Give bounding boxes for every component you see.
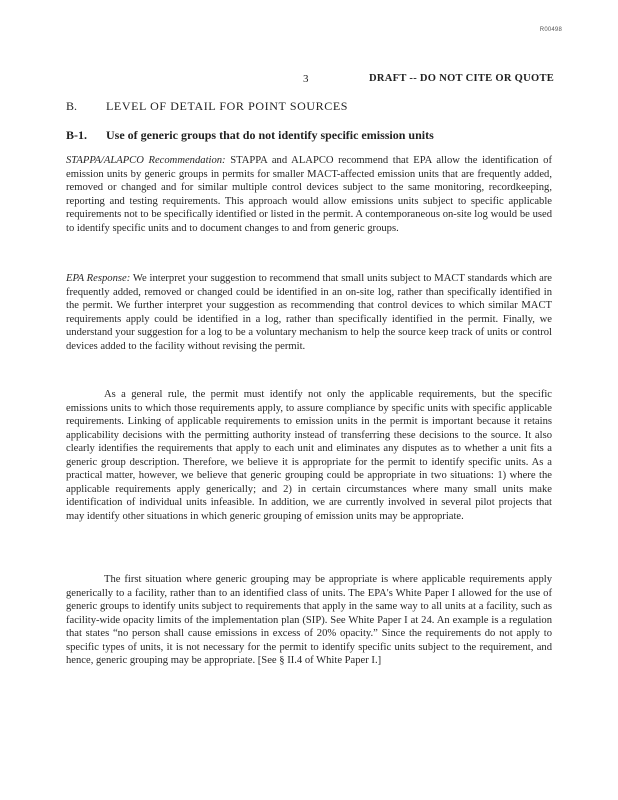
page-number: 3 [303, 73, 309, 85]
subsection-number: B-1. [66, 128, 87, 142]
paragraph-first-situation [66, 573, 552, 668]
section-title: LEVEL OF DETAIL FOR POINT SOURCES [106, 99, 349, 113]
page-id-stamp: R00498 [539, 27, 562, 33]
paragraph-general-rule [66, 388, 552, 523]
section-heading [66, 99, 348, 114]
draft-header: DRAFT -- DO NOT CITE OR QUOTE [369, 73, 555, 84]
paragraph-text: As a general rule, the permit must identify not only the applicable requirements, but the specific emissions units to which those requirements apply, to assure compliance by specific units with specific applicable requirements. Linking of applicable requirements to emission units in the permit is important because it retains applicability decisions with the permitting authority instead of transferring these decisions to the source. It also clearly identifies the requirements that apply to each unit and eliminates any disputes as to whether a unit fits a generic group description. Therefore, we believe it is appropriate for the permit to identify specific units. As a practical matter, however, we believe that generic grouping could be appropriate in two situations: 1) where the applicable requirements apply generically; and 2) in certain circumstances where many small units make identification of individual units infeasible. In addition, we are currently involved in several pilot projects that may identify other situations in which generic grouping of emission units may be appropriate. [66, 389, 552, 522]
subsection-heading [66, 128, 434, 143]
paragraph-lead: EPA Response: [66, 273, 131, 284]
paragraph-text: The first situation where generic grouping may be appropriate is where applicable requirements apply generically to a facility, rather than to an identified class of units. The EPA's White Paper I allowed for the use of generic groups to identify units subject to requirements that apply in the same way to all units at a facility, such as facility-wide opacity limits of the implementation plan (SIP). See White Paper I at 24. An example is a regulation that states “no person shall cause emissions in excess of 20% opacity.” Since the requirements do not apply to specific types of units, it is not necessary for the permit to identify specific units subject to the requirement, and hence, generic grouping may be appropriate. [See § II.4 of White Paper I.] [66, 574, 552, 667]
paragraph-epa-response [66, 272, 552, 353]
section-number: B. [66, 99, 78, 113]
paragraph-text: We interpret your suggestion to recommend that small units subject to MACT standards which are frequently added, removed or changed could be identified in an on-site log, rather than specifically identified in the permit. We further interpret your suggestion as recommending that control devices to which similar MACT requirements apply could be identified in a log, rather than specifically identified in the permit. Finally, we understand your suggestion for a log to be a voluntary mechanism to help the source keep track of units or control devices added to the facility without revising the permit. [66, 273, 552, 352]
paragraph-lead: STAPPA/ALAPCO Recommendation: [66, 155, 226, 166]
paragraph-recommendation [66, 154, 552, 235]
subsection-title: Use of generic groups that do not identify specific emission units [106, 128, 434, 142]
paragraph-text: STAPPA and ALAPCO recommend that EPA allow the identification of emission units by generic groups in permits for smaller MACT-affected emission units that are frequently added, removed or changed and for similar multiple control devices subject to the same monitoring, recordkeeping, reporting and testing requirements. This approach would allow emissions units subject to specific applicable requirements not to be specifically identified or listed in the permit. A contemporaneous on-site log would be used to identify specific units and to document changes to and from generic groups. [66, 155, 552, 234]
